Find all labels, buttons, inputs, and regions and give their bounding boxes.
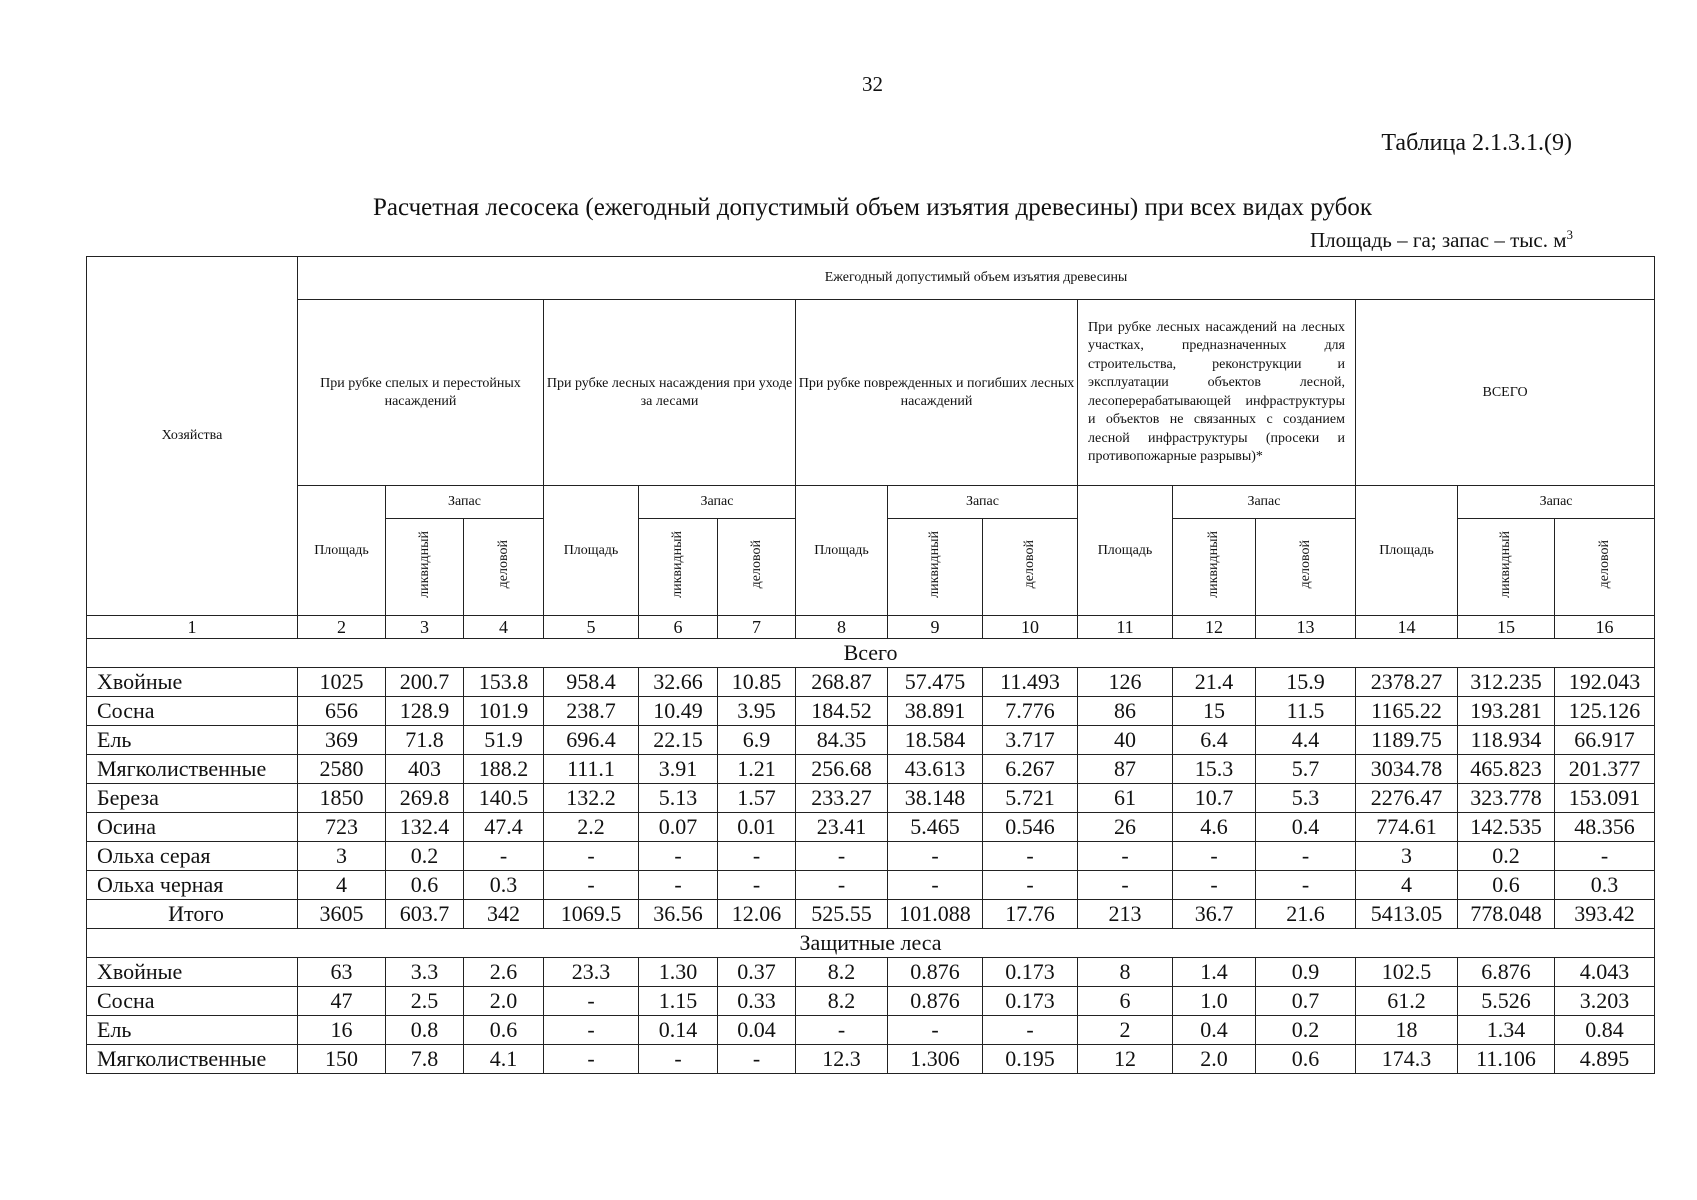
table-cell: 18.584: [888, 726, 983, 755]
table-cell: 0.8: [386, 1016, 464, 1045]
table-cell: 3605: [298, 900, 386, 929]
table-cell: 2276.47: [1356, 784, 1458, 813]
table-cell: 40: [1078, 726, 1173, 755]
table-cell: -: [639, 871, 718, 900]
units-superscript: 3: [1566, 227, 1573, 242]
table-cell: 369: [298, 726, 386, 755]
table-cell: 126: [1078, 668, 1173, 697]
table-cell: 12.3: [796, 1045, 888, 1074]
table-cell: 87: [1078, 755, 1173, 784]
table-cell: 12.06: [718, 900, 796, 929]
table-cell: 10.7: [1173, 784, 1256, 813]
table-cell: 125.126: [1555, 697, 1655, 726]
table-cell: 18: [1356, 1016, 1458, 1045]
table-cell: -: [796, 842, 888, 871]
farm-name: Ель: [87, 726, 298, 755]
table-cell: 1.0: [1173, 987, 1256, 1016]
section-row: [87, 639, 1655, 668]
table-cell: 61.2: [1356, 987, 1458, 1016]
table-cell: -: [544, 842, 639, 871]
table-cell: -: [718, 842, 796, 871]
farm-name: Ольха серая: [87, 842, 298, 871]
table-cell: 12: [1078, 1045, 1173, 1074]
table-cell: -: [639, 842, 718, 871]
table-cell: 61: [1078, 784, 1173, 813]
section-row: [87, 929, 1655, 958]
table-cell: 36.56: [639, 900, 718, 929]
table-cell: 142.535: [1458, 813, 1555, 842]
table-cell: -: [1256, 842, 1356, 871]
header-commercial: деловой: [1297, 540, 1313, 589]
table-cell: -: [464, 842, 544, 871]
header-area: Площадь: [298, 486, 386, 616]
table-cell: 0.2: [386, 842, 464, 871]
table-cell: 0.3: [1555, 871, 1655, 900]
header-liquid: ликвидный: [927, 531, 942, 598]
table-cell: 5.7: [1256, 755, 1356, 784]
table-cell: 22.15: [639, 726, 718, 755]
table-cell: -: [1173, 842, 1256, 871]
table-cell: 0.195: [983, 1045, 1078, 1074]
table-cell: 193.281: [1458, 697, 1555, 726]
units-text: Площадь – га; запас – тыс. м: [1309, 228, 1567, 252]
table-cell: 2.6: [464, 958, 544, 987]
table-cell: 1189.75: [1356, 726, 1458, 755]
column-number: 4: [464, 616, 544, 639]
total-row: [87, 900, 1655, 929]
table-cell: 150: [298, 1045, 386, 1074]
table-row: [87, 813, 1655, 842]
header-area: Площадь: [796, 486, 888, 616]
table-cell: 0.876: [888, 987, 983, 1016]
table-cell: 4.043: [1555, 958, 1655, 987]
table-cell: -: [718, 871, 796, 900]
header-commercial: деловой: [748, 540, 764, 589]
column-number: 13: [1256, 616, 1356, 639]
table-cell: 21.6: [1256, 900, 1356, 929]
table-cell: 0.7: [1256, 987, 1356, 1016]
table-cell: 6.876: [1458, 958, 1555, 987]
header-group-infrastructure: При рубке лесных насаждений на лесных участках, предназначенных для строительства, реконструкции и эксплуатации объектов лесной, лесоперерабатывающей инфраструктуры и объектов не связанных с созданием лесной инфраструктуры (просеки и противопожарные разрывы)*: [1078, 300, 1356, 486]
table-cell: 0.2: [1256, 1016, 1356, 1045]
table-cell: 38.148: [888, 784, 983, 813]
table-cell: -: [718, 1045, 796, 1074]
farm-name: Ель: [87, 1016, 298, 1045]
table-cell: 0.37: [718, 958, 796, 987]
table-cell: 0.546: [983, 813, 1078, 842]
table-cell: 4: [298, 871, 386, 900]
table-cell: 1850: [298, 784, 386, 813]
table-row: [87, 1045, 1655, 1074]
table-cell: 102.5: [1356, 958, 1458, 987]
header-liquid: ликвидный: [416, 531, 432, 598]
table-row: [87, 668, 1655, 697]
table-cell: 0.9: [1256, 958, 1356, 987]
table-cell: 0.4: [1173, 1016, 1256, 1045]
table-cell: 256.68: [796, 755, 888, 784]
table-cell: 3.203: [1555, 987, 1655, 1016]
table-cell: 0.173: [983, 987, 1078, 1016]
table-cell: -: [796, 1016, 888, 1045]
column-number: 2: [298, 616, 386, 639]
table-cell: 118.934: [1458, 726, 1555, 755]
table-cell: 2.0: [1173, 1045, 1256, 1074]
table-cell: 6.9: [718, 726, 796, 755]
table-cell: 11.106: [1458, 1045, 1555, 1074]
table-cell: 132.4: [386, 813, 464, 842]
table-row: [87, 697, 1655, 726]
table-cell: -: [983, 842, 1078, 871]
table-cell: 23.41: [796, 813, 888, 842]
table-cell: 192.043: [1555, 668, 1655, 697]
header-liquid: ликвидный: [1498, 531, 1513, 598]
page-number: 32: [862, 72, 883, 96]
table-cell: 3.717: [983, 726, 1078, 755]
table-cell: 140.5: [464, 784, 544, 813]
table-cell: 238.7: [544, 697, 639, 726]
table-cell: -: [1555, 842, 1655, 871]
header-stock: Запас: [1458, 486, 1655, 519]
table-cell: 57.475: [888, 668, 983, 697]
table-cell: 0.6: [1458, 871, 1555, 900]
table-cell: 11.493: [983, 668, 1078, 697]
table-cell: 6: [1078, 987, 1173, 1016]
table-cell: 2.5: [386, 987, 464, 1016]
table-cell: 4.895: [1555, 1045, 1655, 1074]
table-cell: 1165.22: [1356, 697, 1458, 726]
table-row: [87, 958, 1655, 987]
table-cell: 1.15: [639, 987, 718, 1016]
table-cell: 63: [298, 958, 386, 987]
table-cell: 656: [298, 697, 386, 726]
table-cell: 0.6: [386, 871, 464, 900]
table-cell: 16: [298, 1016, 386, 1045]
table-cell: 10.49: [639, 697, 718, 726]
table-cell: 11.5: [1256, 697, 1356, 726]
table-cell: 86: [1078, 697, 1173, 726]
table-cell: 213: [1078, 900, 1173, 929]
table-cell: 958.4: [544, 668, 639, 697]
table-number: Таблица 2.1.3.1.(9): [1381, 130, 1572, 156]
table-cell: 1069.5: [544, 900, 639, 929]
table-cell: 36.7: [1173, 900, 1256, 929]
header-liquid-cell: [888, 519, 983, 616]
table-cell: -: [888, 842, 983, 871]
table-row: [87, 755, 1655, 784]
table-cell: 1.34: [1458, 1016, 1555, 1045]
table-cell: 174.3: [1356, 1045, 1458, 1074]
table-cell: 47: [298, 987, 386, 1016]
table-cell: 0.876: [888, 958, 983, 987]
table-cell: -: [544, 871, 639, 900]
table-row: [87, 1016, 1655, 1045]
table-cell: 8.2: [796, 987, 888, 1016]
table-cell: 403: [386, 755, 464, 784]
table-cell: 774.61: [1356, 813, 1458, 842]
column-number: 11: [1078, 616, 1173, 639]
table-cell: -: [888, 1016, 983, 1045]
table-cell: 101.088: [888, 900, 983, 929]
table-cell: 26: [1078, 813, 1173, 842]
table-cell: 8: [1078, 958, 1173, 987]
table-cell: 51.9: [464, 726, 544, 755]
table-cell: 723: [298, 813, 386, 842]
section-title: Защитные леса: [87, 929, 1655, 958]
header-annual-volume: Ежегодный допустимый объем изъятия древесины: [298, 257, 1655, 300]
table-cell: 0.6: [1256, 1045, 1356, 1074]
table-cell: 201.377: [1555, 755, 1655, 784]
table-cell: 184.52: [796, 697, 888, 726]
table-cell: 21.4: [1173, 668, 1256, 697]
table-title: Расчетная лесосека (ежегодный допустимый объем изъятия древесины) при всех видах рубок: [372, 194, 1373, 221]
header-commercial: деловой: [1022, 540, 1037, 589]
table-cell: 5.13: [639, 784, 718, 813]
table-cell: 0.33: [718, 987, 796, 1016]
table-cell: 1.57: [718, 784, 796, 813]
table-cell: 23.3: [544, 958, 639, 987]
table-cell: 1.306: [888, 1045, 983, 1074]
table-cell: 200.7: [386, 668, 464, 697]
header-farms: Хозяйства: [87, 257, 298, 616]
table-cell: 188.2: [464, 755, 544, 784]
table-cell: 5.3: [1256, 784, 1356, 813]
table-cell: 1.30: [639, 958, 718, 987]
header-group-mature: При рубке спелых и перестойных насаждений: [298, 300, 544, 486]
column-number: 9: [888, 616, 983, 639]
table-row: [87, 784, 1655, 813]
table-cell: 269.8: [386, 784, 464, 813]
header-commercial-cell: [1256, 519, 1356, 616]
table-row: [87, 842, 1655, 871]
header-liquid: ликвидный: [670, 531, 685, 598]
table-cell: 4.6: [1173, 813, 1256, 842]
table-cell: 0.07: [639, 813, 718, 842]
table-cell: 323.778: [1458, 784, 1555, 813]
header-commercial-cell: [718, 519, 796, 616]
table-cell: 393.42: [1555, 900, 1655, 929]
table-cell: 3.3: [386, 958, 464, 987]
table-cell: 7.8: [386, 1045, 464, 1074]
table-cell: -: [983, 871, 1078, 900]
table-cell: 153.8: [464, 668, 544, 697]
table-cell: 0.3: [464, 871, 544, 900]
column-number: 12: [1173, 616, 1256, 639]
farm-name: Осина: [87, 813, 298, 842]
table-cell: 43.613: [888, 755, 983, 784]
table-cell: 7.776: [983, 697, 1078, 726]
table-row: [87, 987, 1655, 1016]
table-cell: 2580: [298, 755, 386, 784]
table-cell: 268.87: [796, 668, 888, 697]
table-cell: 3: [298, 842, 386, 871]
header-liquid-cell: [639, 519, 718, 616]
table-cell: 1.21: [718, 755, 796, 784]
header-stock: Запас: [888, 486, 1078, 519]
table-cell: 1025: [298, 668, 386, 697]
table-cell: 4.1: [464, 1045, 544, 1074]
table-cell: -: [983, 1016, 1078, 1045]
table-cell: 132.2: [544, 784, 639, 813]
table-cell: -: [1078, 871, 1173, 900]
table-cell: -: [639, 1045, 718, 1074]
column-number: 5: [544, 616, 639, 639]
table-cell: 312.235: [1458, 668, 1555, 697]
table-cell: 778.048: [1458, 900, 1555, 929]
table-cell: 6.4: [1173, 726, 1256, 755]
table-cell: 342: [464, 900, 544, 929]
table-cell: 1.4: [1173, 958, 1256, 987]
table-cell: 2: [1078, 1016, 1173, 1045]
column-number: 6: [639, 616, 718, 639]
table-cell: 47.4: [464, 813, 544, 842]
table-cell: 0.04: [718, 1016, 796, 1045]
table-cell: 17.76: [983, 900, 1078, 929]
header-commercial-cell: [464, 519, 544, 616]
table-cell: 6.267: [983, 755, 1078, 784]
farm-name: Береза: [87, 784, 298, 813]
table-cell: 4.4: [1256, 726, 1356, 755]
header-commercial: деловой: [1596, 540, 1612, 589]
table-cell: 3: [1356, 842, 1458, 871]
farm-name: Итого: [87, 900, 298, 929]
table-cell: 10.85: [718, 668, 796, 697]
table-cell: 128.9: [386, 697, 464, 726]
table-cell: -: [544, 987, 639, 1016]
header-liquid: ликвидный: [1206, 531, 1221, 598]
header-commercial-cell: [1555, 519, 1655, 616]
column-number: 7: [718, 616, 796, 639]
table-cell: 0.6: [464, 1016, 544, 1045]
header-group-care: При рубке лесных насаждения при уходе за лесами: [544, 300, 796, 486]
table-cell: 2378.27: [1356, 668, 1458, 697]
header-commercial: деловой: [495, 540, 511, 589]
units-note: [1310, 227, 1573, 253]
farm-name: Ольха черная: [87, 871, 298, 900]
table-cell: 3.91: [639, 755, 718, 784]
table-cell: 696.4: [544, 726, 639, 755]
table-cell: -: [544, 1016, 639, 1045]
table-cell: 48.356: [1555, 813, 1655, 842]
table-cell: 0.2: [1458, 842, 1555, 871]
header-area: Площадь: [544, 486, 639, 616]
header-liquid-cell: [386, 519, 464, 616]
header-stock: Запас: [639, 486, 796, 519]
farm-name: Хвойные: [87, 958, 298, 987]
table-cell: 5.721: [983, 784, 1078, 813]
table-cell: 71.8: [386, 726, 464, 755]
table-cell: 15.9: [1256, 668, 1356, 697]
table-cell: -: [796, 871, 888, 900]
header-group-damaged: При рубке поврежденных и погибших лесных насаждений: [796, 300, 1078, 486]
column-number: 8: [796, 616, 888, 639]
column-number: 1: [87, 616, 298, 639]
header-liquid-cell: [1458, 519, 1555, 616]
table-cell: -: [888, 871, 983, 900]
table-cell: 153.091: [1555, 784, 1655, 813]
section-title: Всего: [87, 639, 1655, 668]
table-cell: 5.465: [888, 813, 983, 842]
table-cell: 101.9: [464, 697, 544, 726]
table-cell: 66.917: [1555, 726, 1655, 755]
table-cell: 0.84: [1555, 1016, 1655, 1045]
column-number-row: [87, 616, 1655, 639]
header-stock: Запас: [386, 486, 544, 519]
table-cell: 38.891: [888, 697, 983, 726]
farm-name: Сосна: [87, 697, 298, 726]
farm-name: Хвойные: [87, 668, 298, 697]
table-cell: 3034.78: [1356, 755, 1458, 784]
column-number: 15: [1458, 616, 1555, 639]
table-cell: 5413.05: [1356, 900, 1458, 929]
table-cell: -: [1078, 842, 1173, 871]
table-body: [87, 616, 1655, 1074]
column-number: 14: [1356, 616, 1458, 639]
table-row: [87, 871, 1655, 900]
table-cell: 0.14: [639, 1016, 718, 1045]
table-cell: -: [1173, 871, 1256, 900]
table-cell: 603.7: [386, 900, 464, 929]
column-number: 16: [1555, 616, 1655, 639]
table-cell: 0.01: [718, 813, 796, 842]
column-number: 10: [983, 616, 1078, 639]
column-number: 3: [386, 616, 464, 639]
header-stock: Запас: [1173, 486, 1356, 519]
header-area: Площадь: [1078, 486, 1173, 616]
farm-name: Сосна: [87, 987, 298, 1016]
table-row: [87, 726, 1655, 755]
table-cell: 465.823: [1458, 755, 1555, 784]
table-cell: 2.0: [464, 987, 544, 1016]
table-cell: 233.27: [796, 784, 888, 813]
header-group-total: ВСЕГО: [1356, 300, 1655, 486]
header-liquid-cell: [1173, 519, 1256, 616]
table-cell: 0.4: [1256, 813, 1356, 842]
table-cell: 2.2: [544, 813, 639, 842]
table-cell: 3.95: [718, 697, 796, 726]
table-cell: 8.2: [796, 958, 888, 987]
forest-cut-table: [86, 256, 1655, 1074]
table-cell: 525.55: [796, 900, 888, 929]
table-cell: -: [544, 1045, 639, 1074]
header-area: Площадь: [1356, 486, 1458, 616]
table-cell: -: [1256, 871, 1356, 900]
table-cell: 111.1: [544, 755, 639, 784]
table-cell: 32.66: [639, 668, 718, 697]
table-cell: 84.35: [796, 726, 888, 755]
farm-name: Мягколиственные: [87, 755, 298, 784]
header-commercial-cell: [983, 519, 1078, 616]
table-cell: 4: [1356, 871, 1458, 900]
table-cell: 15: [1173, 697, 1256, 726]
table-cell: 5.526: [1458, 987, 1555, 1016]
farm-name: Мягколиственные: [87, 1045, 298, 1074]
table-cell: 0.173: [983, 958, 1078, 987]
table-cell: 15.3: [1173, 755, 1256, 784]
